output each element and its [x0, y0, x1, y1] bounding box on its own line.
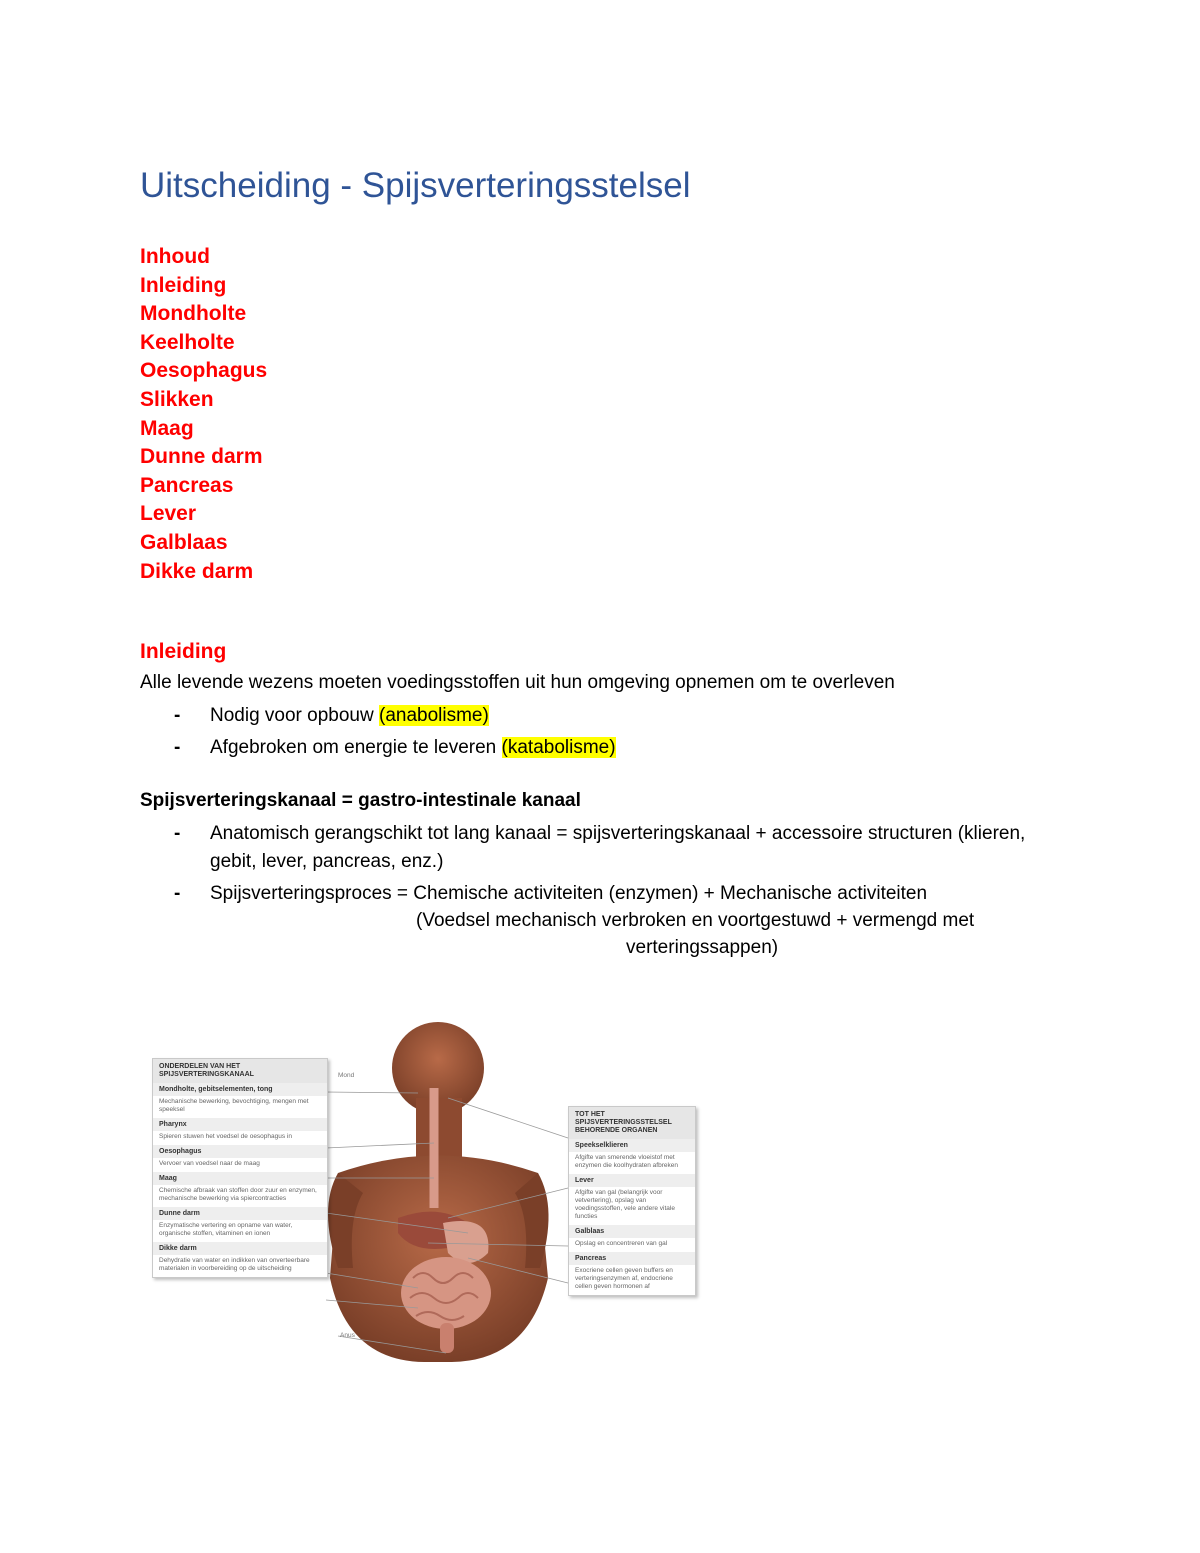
panel-row-header: Dikke darm [153, 1242, 327, 1255]
toc-item[interactable]: Maag [140, 416, 194, 440]
bullet-continuation: verteringssappen) [626, 937, 779, 958]
panel-row-text: Mechanische bewerking, bevochtiging, mengen met speeksel [159, 1098, 309, 1113]
bullet-continuation: (Voedsel mechanisch verbroken en voortgestuwd + vermengd met [416, 910, 975, 931]
panel-row-text: Exocriene cellen geven buffers en verteringsenzymen af, endocriene cellen geven hormonen af [575, 1267, 673, 1290]
digestive-system-figure [148, 1018, 700, 1362]
panel-row-text: Spieren stuwen het voedsel de oesophagus in [159, 1133, 292, 1140]
highlighted-term: (anabolisme) [379, 705, 489, 726]
panel-row-header: Oesophagus [153, 1145, 327, 1158]
panel-row-header: Dunne darm [153, 1207, 327, 1220]
panel-header: ONDERDELEN VAN HET SPIJSVERTERINGSKANAAL [153, 1059, 327, 1083]
toc-item[interactable]: Inleiding [140, 273, 227, 297]
panel-row-header: Pancreas [569, 1252, 695, 1265]
table-of-contents [140, 243, 267, 586]
toc-item[interactable]: Lever [140, 502, 197, 526]
panel-row-text: Enzymatische vertering en opname van water, organische stoffen, vitaminen en ionen [159, 1222, 293, 1237]
highlighted-term: (katabolisme) [501, 737, 616, 758]
label-mond: Mond [338, 1072, 355, 1079]
bullet-text: Spijsverteringsproces = Chemische activiteiten (enzymen) + Mechanische activiteiten [210, 883, 928, 904]
panel-row-header: Mondholte, gebitselementen, tong [153, 1083, 327, 1096]
panel-row-header: Maag [153, 1172, 327, 1185]
toc-item[interactable]: Galblaas [140, 530, 228, 554]
panel-row-header: Lever [569, 1174, 695, 1187]
section-heading-inleiding: Inleiding [140, 640, 227, 663]
panel-row-text: Opslag en concentreren van gal [575, 1240, 668, 1247]
toc-item[interactable]: Dikke darm [140, 559, 254, 583]
bullet-text: Nodig voor opbouw [210, 705, 379, 726]
bullet-text: Afgebroken om energie te leveren [210, 737, 502, 758]
panel-row-header: Speekselklieren [569, 1139, 695, 1152]
panel-row-text: Chemische afbraak van stoffen door zuur en enzymen, mechanische bewerking via spiercontracties [159, 1187, 317, 1202]
panel-row-text: Vervoer van voedsel naar de maag [159, 1160, 260, 1167]
panel-row-text: Afgifte van smerende vloeistof met enzymen die koolhydraten afbreken [575, 1154, 678, 1169]
label-anus: Anus [340, 1332, 355, 1339]
dash-icon: - [174, 705, 181, 726]
bullet-continuation: gebit, lever, pancreas, enz.) [210, 851, 444, 872]
toc-item[interactable]: Inhoud [140, 245, 210, 268]
panel-row-header: Pharynx [153, 1118, 327, 1131]
kanaal-heading: Spijsverteringskanaal = gastro-intestinale kanaal [140, 790, 581, 811]
toc-item[interactable]: Oesophagus [140, 359, 268, 383]
dash-icon: - [174, 823, 181, 844]
toc-item[interactable]: Pancreas [140, 473, 234, 497]
dash-icon: - [174, 883, 181, 904]
dash-icon: - [174, 737, 181, 758]
left-panel [152, 1058, 328, 1278]
panel-header: TOT HET SPIJSVERTERINGSSTELSEL BEHORENDE ORGANEN [569, 1107, 695, 1139]
panel-row-text: Dehydratie van water en indikken van onverteerbare materialen in voorbereiding op de uitscheiding [159, 1257, 310, 1272]
panel-row-text: Afgifte van gal (belangrijk voor vetvertering), opslag van voedingsstoffen, vele andere vitale functies [575, 1189, 675, 1220]
intro-paragraph: Alle levende wezens moeten voedingsstoffen uit hun omgeving opnemen om te overleven [140, 672, 895, 693]
panel-row-header: Galblaas [569, 1225, 695, 1238]
bullet-text: Anatomisch gerangschikt tot lang kanaal = spijsverteringskanaal + accessoire structuren (klieren, [210, 823, 1026, 844]
toc-item[interactable]: Slikken [140, 387, 214, 411]
toc-item[interactable]: Dunne darm [140, 445, 263, 469]
toc-item[interactable]: Keelholte [140, 330, 235, 354]
right-panel [568, 1106, 696, 1296]
toc-item[interactable]: Mondholte [140, 302, 247, 326]
page-title: Uitscheiding - Spijsverteringsstelsel [140, 166, 691, 205]
